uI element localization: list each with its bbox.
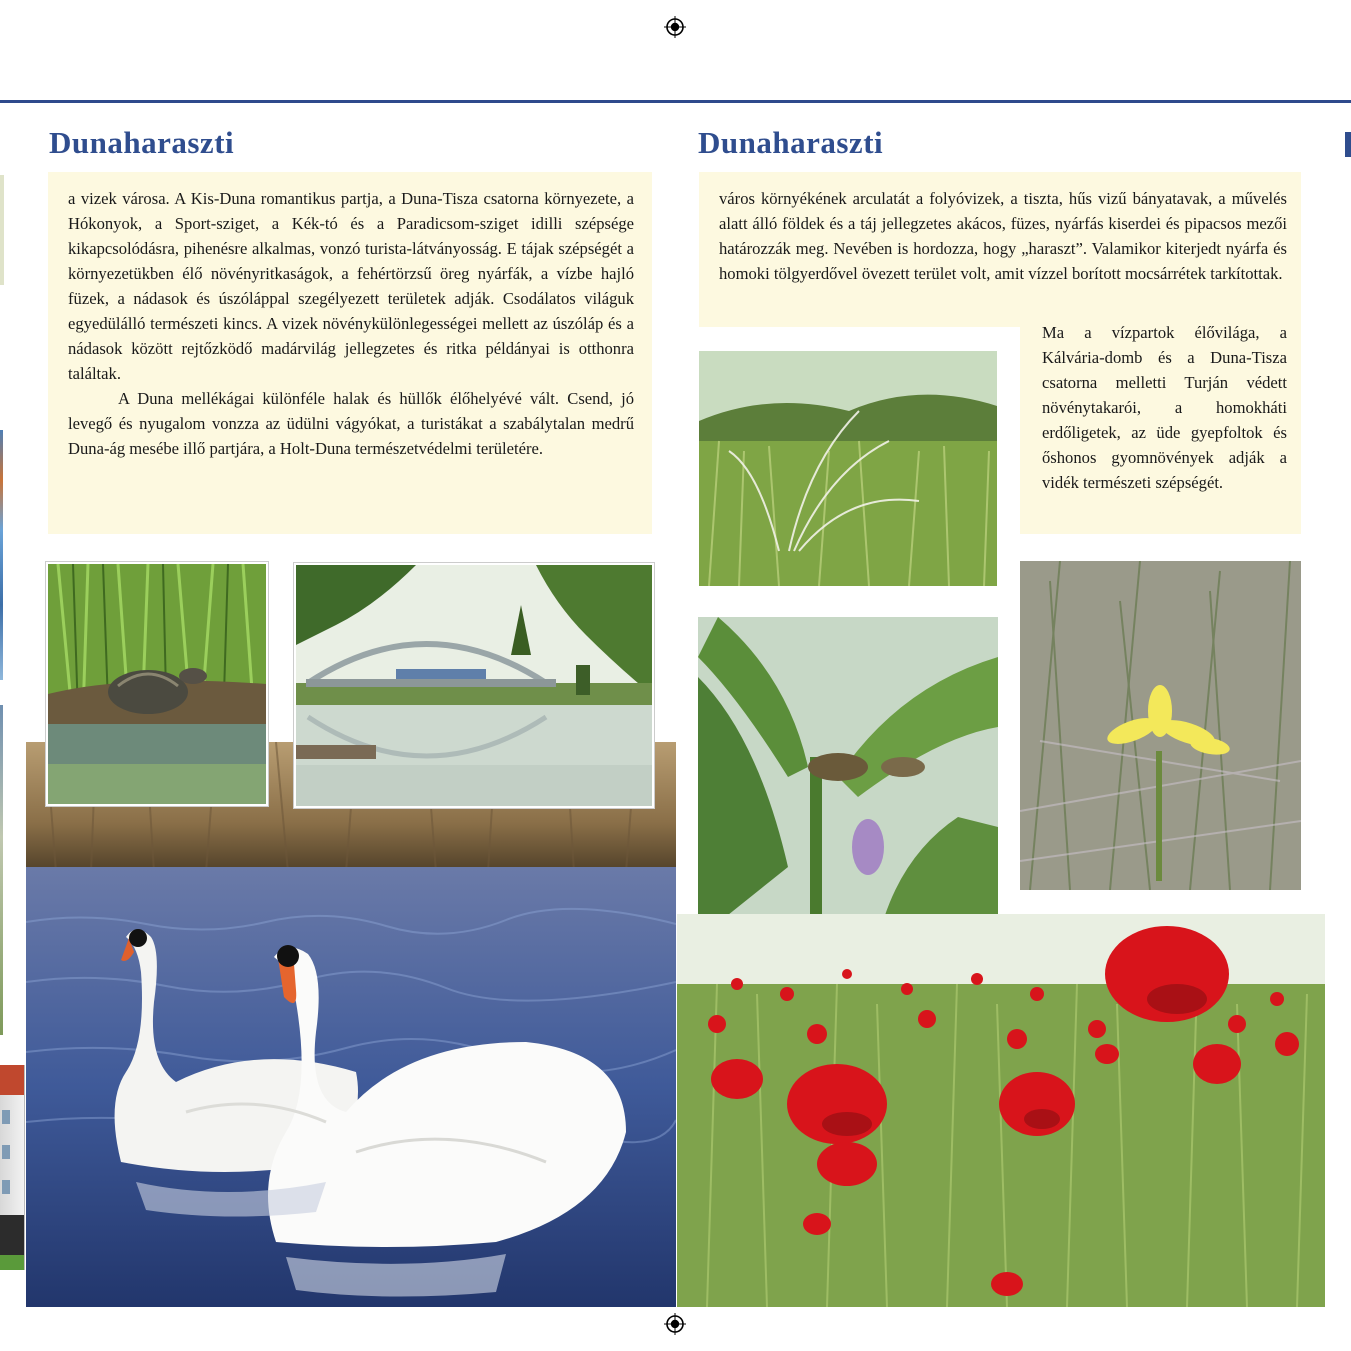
body-paragraph: A Duna mellékágai különféle halak és hüllők élőhelyévé vált. Csend, jó levegő és nyugalom vonzza az üdülni vágyókat, a turistákat a szabálytalan medrű Duna-ág mesébe illő partjára, a Holt-Duna természetvédelmi területére. — [68, 389, 634, 458]
body-paragraph: Ma a vízpartok élővilága, a Kálvária-domb és a Duna-Tisza csatorna melletti Turján védett növénytakarói, a homokháti erdőligetek, az üde gyepfoltok és őshonos gyomnövények adják a vidék természeti szépségét. — [1042, 323, 1287, 492]
turtle-photo — [46, 562, 268, 806]
page-title: Dunaharaszti — [698, 125, 884, 160]
previous-page-edge — [0, 1065, 25, 1270]
feather-grass-photo — [699, 351, 997, 586]
previous-page-edge — [0, 175, 4, 285]
body-paragraph: a vizek városa. A Kis-Duna romantikus partja, a Duna-Tisza csatorna környezete, a Hókonyok, a Sport-sziget, a Kék-tó és a Paradicsom-sziget idilli szépsége kikapcsolódásra, pihenésre alkalmas, vonzó turista-látványosság. E tájak szépségét a környezetükben élő növényritkaságok, a fehértörzsű öreg nyárfák, a vízbe hajló füzek, a nádasok és úszóláppal szegélyezett területek adják. Csodálatos világuk egyedülálló természeti kincs. A vizek növénykülönlegességei mellett az úszóláp és a nádasok között rejtőzködő madárvilág jellegzetes és ritka példányai is otthonra találtak. — [68, 189, 634, 383]
body-paragraph: város környékének arculatát a folyóvizek, a tiszta, hűs vizű bányatavak, a művelés alatt álló földek és a táj jellegzetes akácos, füzes, nyárfás kiserdei és pipacsos mezői határozzák meg. Nevében is hordozza, hogy „haraszt”. Valamikor kiterjedt nyárfa és homoki tölgyerdővel övezett terület volt, amit vízzel borított mocsárrétek tarkítottak. — [719, 189, 1287, 283]
text-box — [48, 172, 652, 534]
bridge-photo — [294, 563, 654, 808]
previous-page-edge — [0, 430, 3, 680]
text-box — [1020, 320, 1301, 534]
text-box — [699, 172, 1301, 327]
header-rule — [0, 100, 1351, 103]
swans-photo — [26, 742, 676, 1307]
yellow-iris-photo — [1020, 561, 1301, 890]
registration-mark-icon — [664, 1313, 686, 1335]
page-title: Dunaharaszti — [49, 125, 235, 160]
poppy-field-photo — [677, 914, 1325, 1307]
comfrey-flower-photo — [698, 617, 998, 939]
registration-mark-icon — [664, 16, 686, 38]
previous-page-edge — [0, 705, 3, 1035]
next-page-fragment — [1345, 132, 1351, 157]
